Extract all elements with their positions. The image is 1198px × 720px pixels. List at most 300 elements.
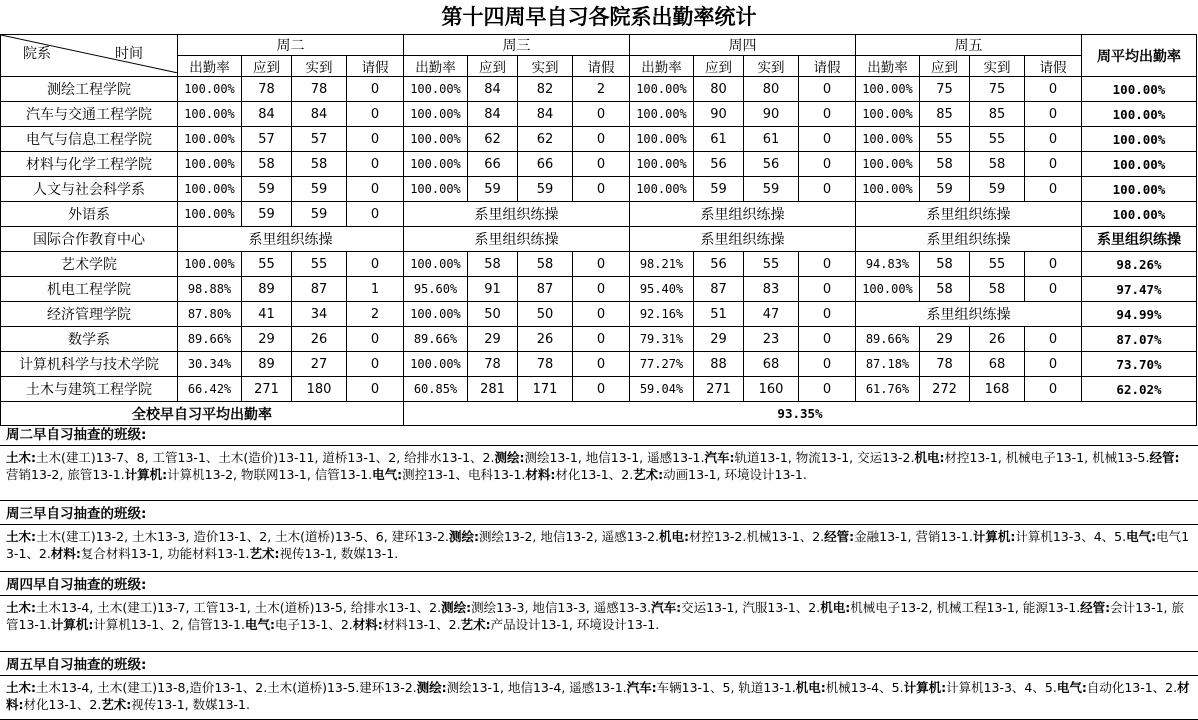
table-row — [1, 202, 1197, 227]
leave-count-cell: 0 — [1025, 252, 1082, 277]
weekly-average-cell: 系里组织练操 — [1082, 227, 1197, 252]
attendance-rate-cell: 59.04% — [630, 377, 694, 402]
sub-header: 请假 — [573, 56, 630, 77]
attendance-rate-cell: 100.00% — [178, 177, 242, 202]
present-count-cell: 59 — [970, 177, 1025, 202]
expected-count-cell: 89 — [242, 352, 292, 377]
expected-count-cell: 88 — [694, 352, 744, 377]
table-row — [1, 302, 1197, 327]
day-header: 周三 — [404, 35, 630, 56]
expected-count-cell: 89 — [242, 277, 292, 302]
attendance-rate-cell: 100.00% — [178, 252, 242, 277]
department-tag: 土木: — [6, 450, 36, 465]
expected-count-cell: 59 — [242, 177, 292, 202]
attendance-rate-cell: 100.00% — [178, 202, 242, 227]
leave-count-cell: 0 — [573, 252, 630, 277]
attendance-rate-cell: 100.00% — [178, 102, 242, 127]
attendance-rate-cell: 100.00% — [404, 177, 468, 202]
expected-count-cell: 59 — [468, 177, 518, 202]
leave-count-cell: 0 — [799, 127, 856, 152]
present-count-cell: 27 — [292, 352, 347, 377]
expected-count-cell: 29 — [468, 327, 518, 352]
sub-header: 实到 — [744, 56, 799, 77]
leave-count-cell: 0 — [1025, 327, 1082, 352]
weekly-average-cell: 73.70% — [1082, 352, 1197, 377]
department-tag: 测绘: — [416, 680, 447, 695]
table-row — [1, 152, 1197, 177]
expected-count-cell: 29 — [920, 327, 970, 352]
expected-count-cell: 59 — [694, 177, 744, 202]
department-tag: 机电: — [795, 680, 826, 695]
attendance-rate-cell: 100.00% — [178, 77, 242, 102]
department-tag: 计算机: — [972, 529, 1016, 544]
class-list: 材化13-1、2. — [555, 467, 634, 482]
inspection-heading: 周四早自习抽查的班级: — [0, 574, 1198, 596]
department-tag: 土木: — [6, 680, 36, 695]
leave-count-cell: 0 — [347, 102, 404, 127]
expected-count-cell: 50 — [468, 302, 518, 327]
attendance-rate-cell: 89.66% — [178, 327, 242, 352]
present-count-cell: 168 — [970, 377, 1025, 402]
class-list: 土木(建工)13-7、8, 工管13-1、土木(造价)13-11, 道桥13-1、2, 给排水13-1、2. — [36, 450, 495, 465]
expected-count-cell: 57 — [242, 127, 292, 152]
department-tag: 机电: — [914, 450, 945, 465]
school-average-label: 全校早自习平均出勤率 — [1, 402, 404, 426]
class-list: 产品设计13-1, 环境设计13-1. — [490, 617, 660, 632]
attendance-rate-cell: 77.27% — [630, 352, 694, 377]
class-list: 轨道13-1, 物流13-1, 交运13-2. — [734, 450, 915, 465]
leave-count-cell: 0 — [1025, 77, 1082, 102]
present-count-cell: 87 — [292, 277, 347, 302]
expected-count-cell: 62 — [468, 127, 518, 152]
attendance-rate-cell: 100.00% — [404, 152, 468, 177]
expected-count-cell: 59 — [920, 177, 970, 202]
attendance-rate-cell: 94.83% — [856, 252, 920, 277]
leave-count-cell: 0 — [1025, 177, 1082, 202]
sub-header: 应到 — [694, 56, 744, 77]
expected-count-cell: 58 — [920, 277, 970, 302]
table-row — [1, 327, 1197, 352]
expected-count-cell: 59 — [242, 202, 292, 227]
present-count-cell: 171 — [518, 377, 573, 402]
present-count-cell: 83 — [744, 277, 799, 302]
department-name: 材料与化学工程学院 — [1, 152, 178, 177]
weekly-average-cell: 100.00% — [1082, 102, 1197, 127]
present-count-cell: 85 — [970, 102, 1025, 127]
department-tag: 机电: — [659, 529, 690, 544]
present-count-cell: 82 — [518, 77, 573, 102]
present-count-cell: 90 — [744, 102, 799, 127]
class-list: 交运13-1, 汽服13-1、2. — [681, 600, 821, 615]
attendance-rate-cell: 100.00% — [856, 77, 920, 102]
attendance-rate-cell: 79.31% — [630, 327, 694, 352]
class-list: 计算机13-3、4、5. — [1015, 529, 1127, 544]
weekly-average-cell: 100.00% — [1082, 202, 1197, 227]
corner-label-time: 时间 — [115, 46, 143, 62]
present-count-cell: 50 — [518, 302, 573, 327]
present-count-cell: 57 — [292, 127, 347, 152]
department-tag: 艺术: — [460, 617, 491, 632]
present-count-cell: 78 — [292, 77, 347, 102]
leave-count-cell: 0 — [573, 327, 630, 352]
weekly-average-cell: 98.26% — [1082, 252, 1197, 277]
sub-header: 应到 — [920, 56, 970, 77]
attendance-rate-cell: 100.00% — [404, 77, 468, 102]
attendance-rate-cell: 100.00% — [404, 352, 468, 377]
expected-count-cell: 29 — [694, 327, 744, 352]
leave-count-cell: 0 — [573, 302, 630, 327]
department-tag: 电气: — [372, 467, 403, 482]
department-tag: 电气: — [1126, 529, 1157, 544]
leave-count-cell: 0 — [1025, 127, 1082, 152]
department-tag: 艺术: — [633, 467, 664, 482]
department-tag: 汽车: — [651, 600, 682, 615]
class-list: 金融13-1, 营销13-1. — [854, 529, 973, 544]
attendance-rate-cell: 95.40% — [630, 277, 694, 302]
leave-count-cell: 0 — [1025, 102, 1082, 127]
expected-count-cell: 84 — [468, 77, 518, 102]
leave-count-cell: 0 — [573, 352, 630, 377]
sub-header: 出勤率 — [404, 56, 468, 77]
leave-count-cell: 0 — [573, 152, 630, 177]
class-list: 营销13-2, 旅管13-1. — [6, 467, 125, 482]
leave-count-cell: 1 — [347, 277, 404, 302]
expected-count-cell: 56 — [694, 252, 744, 277]
table-row — [1, 352, 1197, 377]
department-name: 机电工程学院 — [1, 277, 178, 302]
present-count-cell: 34 — [292, 302, 347, 327]
drill-note-cell: 系里组织练操 — [404, 202, 630, 227]
day-header: 周四 — [630, 35, 856, 56]
class-list: 车辆13-1、5, 轨道13-1. — [656, 680, 796, 695]
present-count-cell: 59 — [292, 177, 347, 202]
leave-count-cell: 0 — [799, 327, 856, 352]
expected-count-cell: 56 — [694, 152, 744, 177]
attendance-rate-cell: 66.42% — [178, 377, 242, 402]
expected-count-cell: 58 — [920, 152, 970, 177]
table-row — [1, 177, 1197, 202]
present-count-cell: 87 — [518, 277, 573, 302]
attendance-rate-cell: 87.18% — [856, 352, 920, 377]
attendance-rate-cell: 100.00% — [630, 77, 694, 102]
attendance-rate-cell: 87.80% — [178, 302, 242, 327]
attendance-rate-cell: 100.00% — [404, 252, 468, 277]
attendance-rate-cell: 95.60% — [404, 277, 468, 302]
department-tag: 计算机: — [124, 467, 168, 482]
sub-header: 应到 — [468, 56, 518, 77]
inspection-classes — [0, 596, 1198, 652]
department-tag: 计算机: — [903, 680, 947, 695]
weekly-average-cell: 100.00% — [1082, 152, 1197, 177]
present-count-cell: 55 — [744, 252, 799, 277]
attendance-rate-cell: 89.66% — [404, 327, 468, 352]
department-tag: 材料: — [50, 546, 81, 561]
present-count-cell: 59 — [518, 177, 573, 202]
class-list: 测绘13-1, 地信13-4, 遥感13-1. — [446, 680, 627, 695]
class-list: 土木13-4, 土木(建工)13-7, 工管13-1, 土木(道桥)13-5, 给排水13-1、2. — [36, 600, 442, 615]
attendance-rate-cell: 98.88% — [178, 277, 242, 302]
leave-count-cell: 0 — [347, 352, 404, 377]
present-count-cell: 47 — [744, 302, 799, 327]
attendance-rate-cell: 100.00% — [404, 127, 468, 152]
class-list: 会计13-1, 旅管13-1. — [6, 600, 1184, 632]
sub-header: 出勤率 — [856, 56, 920, 77]
page-title: 第十四周早自习各院系出勤率统计 — [441, 4, 757, 29]
attendance-rate-cell: 100.00% — [856, 177, 920, 202]
class-list: 土木(建工)13-2, 土木13-3, 造价13-1、2, 土木(道桥)13-5、6, 建环13-2. — [36, 529, 450, 544]
department-tag: 电气: — [1056, 680, 1087, 695]
department-tag: 经管: — [824, 529, 855, 544]
expected-count-cell: 75 — [920, 77, 970, 102]
expected-count-cell: 58 — [468, 252, 518, 277]
present-count-cell: 59 — [292, 202, 347, 227]
weekly-average-cell: 100.00% — [1082, 127, 1197, 152]
department-tag: 电气: — [244, 617, 275, 632]
class-list: 视传13-1, 数媒13-1. — [279, 546, 399, 561]
present-count-cell: 26 — [518, 327, 573, 352]
drill-note-cell: 系里组织练操 — [630, 227, 856, 252]
expected-count-cell: 271 — [694, 377, 744, 402]
present-count-cell: 26 — [970, 327, 1025, 352]
class-list: 机械13-4、5. — [825, 680, 904, 695]
leave-count-cell: 0 — [347, 152, 404, 177]
sub-header: 出勤率 — [630, 56, 694, 77]
expected-count-cell: 61 — [694, 127, 744, 152]
leave-count-cell: 0 — [347, 127, 404, 152]
department-name: 人文与社会科学系 — [1, 177, 178, 202]
table-row — [1, 127, 1197, 152]
present-count-cell: 55 — [970, 127, 1025, 152]
weekly-average-cell: 97.47% — [1082, 277, 1197, 302]
class-list: 材控13-2.机械13-1、2. — [689, 529, 825, 544]
department-tag: 经管: — [1149, 450, 1180, 465]
drill-note-cell: 系里组织练操 — [856, 302, 1082, 327]
department-name: 经济管理学院 — [1, 302, 178, 327]
leave-count-cell: 0 — [1025, 377, 1082, 402]
weekly-average-cell: 62.02% — [1082, 377, 1197, 402]
expected-count-cell: 55 — [920, 127, 970, 152]
department-name: 测绘工程学院 — [1, 77, 178, 102]
present-count-cell: 68 — [744, 352, 799, 377]
leave-count-cell: 0 — [347, 327, 404, 352]
sub-header: 出勤率 — [178, 56, 242, 77]
table-row — [1, 227, 1197, 252]
department-name: 电气与信息工程学院 — [1, 127, 178, 152]
sub-header: 请假 — [799, 56, 856, 77]
department-name: 外语系 — [1, 202, 178, 227]
department-tag: 经管: — [1080, 600, 1111, 615]
inspection-heading: 周二早自习抽查的班级: — [0, 424, 1198, 446]
present-count-cell: 84 — [518, 102, 573, 127]
department-tag: 汽车: — [704, 450, 735, 465]
department-name: 国际合作教育中心 — [1, 227, 178, 252]
department-name: 数学系 — [1, 327, 178, 352]
present-count-cell: 68 — [970, 352, 1025, 377]
leave-count-cell: 0 — [799, 77, 856, 102]
expected-count-cell: 84 — [468, 102, 518, 127]
inspection-heading: 周五早自习抽查的班级: — [0, 654, 1198, 676]
attendance-rate-cell: 100.00% — [630, 102, 694, 127]
department-name: 土木与建筑工程学院 — [1, 377, 178, 402]
leave-count-cell: 0 — [573, 127, 630, 152]
attendance-rate-cell: 92.16% — [630, 302, 694, 327]
leave-count-cell: 0 — [799, 277, 856, 302]
leave-count-cell: 2 — [347, 302, 404, 327]
present-count-cell: 58 — [518, 252, 573, 277]
attendance-rate-cell: 100.00% — [856, 277, 920, 302]
expected-count-cell: 78 — [920, 352, 970, 377]
present-count-cell: 26 — [292, 327, 347, 352]
weekly-average-cell: 94.99% — [1082, 302, 1197, 327]
present-count-cell: 58 — [292, 152, 347, 177]
weekly-average-cell: 87.07% — [1082, 327, 1197, 352]
present-count-cell: 58 — [970, 152, 1025, 177]
present-count-cell: 66 — [518, 152, 573, 177]
expected-count-cell: 78 — [468, 352, 518, 377]
department-tag: 艺术: — [249, 546, 280, 561]
leave-count-cell: 0 — [573, 102, 630, 127]
present-count-cell: 55 — [970, 252, 1025, 277]
drill-note-cell: 系里组织练操 — [856, 227, 1082, 252]
class-list: 测绘13-3, 地信13-3, 遥感13-3. — [471, 600, 652, 615]
corner-header-cell — [1, 35, 178, 77]
leave-count-cell: 0 — [347, 377, 404, 402]
class-list: 复合材料13-1, 功能材料13-1. — [80, 546, 250, 561]
expected-count-cell: 91 — [468, 277, 518, 302]
expected-count-cell: 58 — [920, 252, 970, 277]
leave-count-cell: 0 — [799, 177, 856, 202]
present-count-cell: 62 — [518, 127, 573, 152]
attendance-rate-cell: 60.85% — [404, 377, 468, 402]
inspection-classes — [0, 676, 1198, 720]
department-tag: 材料: — [525, 467, 556, 482]
table-row — [1, 77, 1197, 102]
department-tag: 材料: — [6, 680, 1190, 712]
notes-section — [0, 424, 1198, 720]
class-list: 材控13-1, 机械电子13-1, 机械13-5. — [944, 450, 1150, 465]
leave-count-cell: 0 — [799, 102, 856, 127]
attendance-rate-cell: 30.34% — [178, 352, 242, 377]
leave-count-cell: 0 — [347, 252, 404, 277]
expected-count-cell: 271 — [242, 377, 292, 402]
table-row — [1, 277, 1197, 302]
leave-count-cell: 0 — [1025, 152, 1082, 177]
class-list: 计算机13-3、4、5. — [946, 680, 1057, 695]
department-tag: 土木: — [6, 529, 36, 544]
sub-header: 请假 — [347, 56, 404, 77]
attendance-rate-cell: 100.00% — [178, 152, 242, 177]
leave-count-cell: 0 — [799, 252, 856, 277]
present-count-cell: 180 — [292, 377, 347, 402]
department-tag: 汽车: — [626, 680, 657, 695]
department-tag: 测绘: — [449, 529, 480, 544]
table-row — [1, 377, 1197, 402]
attendance-rate-cell: 100.00% — [856, 152, 920, 177]
department-tag: 机电: — [820, 600, 851, 615]
class-list: 材料13-1、2. — [382, 617, 461, 632]
attendance-rate-cell: 100.00% — [630, 177, 694, 202]
table-row — [1, 252, 1197, 277]
class-list: 电气13-1、2. — [6, 529, 1190, 561]
expected-count-cell: 58 — [242, 152, 292, 177]
present-count-cell: 56 — [744, 152, 799, 177]
present-count-cell: 84 — [292, 102, 347, 127]
attendance-rate-cell: 100.00% — [404, 102, 468, 127]
attendance-rate-cell: 100.00% — [856, 102, 920, 127]
present-count-cell: 61 — [744, 127, 799, 152]
attendance-rate-cell: 100.00% — [178, 127, 242, 152]
leave-count-cell: 0 — [799, 377, 856, 402]
sub-header: 实到 — [518, 56, 573, 77]
expected-count-cell: 66 — [468, 152, 518, 177]
inspection-classes — [0, 525, 1198, 572]
leave-count-cell: 0 — [347, 77, 404, 102]
expected-count-cell: 87 — [694, 277, 744, 302]
present-count-cell: 23 — [744, 327, 799, 352]
department-tag: 计算机: — [50, 617, 94, 632]
attendance-rate-cell: 89.66% — [856, 327, 920, 352]
present-count-cell: 75 — [970, 77, 1025, 102]
class-list: 电子13-1、2. — [274, 617, 353, 632]
sub-header: 请假 — [1025, 56, 1082, 77]
expected-count-cell: 84 — [242, 102, 292, 127]
attendance-rate-cell: 100.00% — [630, 152, 694, 177]
leave-count-cell: 0 — [799, 152, 856, 177]
leave-count-cell: 0 — [799, 302, 856, 327]
sub-header: 应到 — [242, 56, 292, 77]
department-tag: 测绘: — [494, 450, 525, 465]
weekly-average-cell: 100.00% — [1082, 77, 1197, 102]
department-name: 艺术学院 — [1, 252, 178, 277]
class-list: 视传13-1, 数媒13-1. — [131, 697, 250, 712]
present-count-cell: 80 — [744, 77, 799, 102]
day-header: 周五 — [856, 35, 1082, 56]
expected-count-cell: 85 — [920, 102, 970, 127]
attendance-rate-cell: 98.21% — [630, 252, 694, 277]
expected-count-cell: 90 — [694, 102, 744, 127]
weekly-average-cell: 100.00% — [1082, 177, 1197, 202]
class-list: 材化13-1、2. — [23, 697, 102, 712]
attendance-rate-cell: 61.76% — [856, 377, 920, 402]
expected-count-cell: 51 — [694, 302, 744, 327]
attendance-table — [0, 34, 1197, 426]
corner-label-department: 院系 — [23, 46, 51, 62]
school-average-value: 93.35% — [404, 402, 1197, 426]
drill-note-cell: 系里组织练操 — [178, 227, 404, 252]
class-list: 计算机13-1、2, 信管13-1. — [93, 617, 245, 632]
leave-count-cell: 0 — [347, 177, 404, 202]
attendance-rate-cell: 100.00% — [856, 127, 920, 152]
department-name: 汽车与交通工程学院 — [1, 102, 178, 127]
present-count-cell: 55 — [292, 252, 347, 277]
leave-count-cell: 0 — [573, 277, 630, 302]
leave-count-cell: 0 — [573, 177, 630, 202]
class-list: 计算机13-2, 物联网13-1, 信管13-1. — [167, 467, 373, 482]
drill-note-cell: 系里组织练操 — [856, 202, 1082, 227]
inspection-classes — [0, 446, 1198, 501]
table-row — [1, 102, 1197, 127]
class-list: 测控13-1、电科13-1. — [402, 467, 526, 482]
drill-note-cell: 系里组织练操 — [404, 227, 630, 252]
present-count-cell: 160 — [744, 377, 799, 402]
department-tag: 土木: — [6, 600, 36, 615]
department-name: 计算机科学与技术学院 — [1, 352, 178, 377]
day-header: 周二 — [178, 35, 404, 56]
weekly-average-header: 周平均出勤率 — [1082, 35, 1197, 77]
expected-count-cell: 80 — [694, 77, 744, 102]
expected-count-cell: 281 — [468, 377, 518, 402]
expected-count-cell: 29 — [242, 327, 292, 352]
